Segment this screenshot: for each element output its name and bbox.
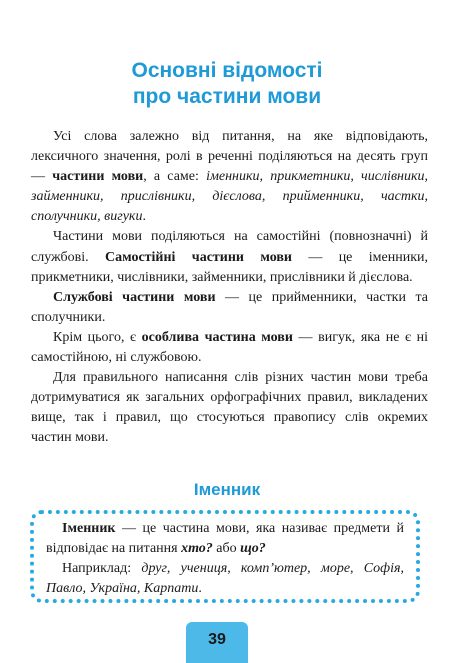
body-text: [31, 127, 428, 449]
text-run: іменники, прикметники, числівники, займенники, прислівники, дієслова, прийменники, частки, сполучники, вигуки: [31, 169, 429, 225]
paragraph-interjection: [31, 328, 428, 368]
text-run: що?: [240, 541, 266, 556]
text-run: .: [198, 581, 202, 596]
text-run: друг, учениця, комп’ютер, море, Софія, Павло, Україна, Карпати: [46, 561, 405, 596]
page-number: 39: [208, 631, 226, 648]
chapter-title-line-2: про частини мови: [132, 85, 322, 108]
text-run: — це іменники, прикметники, числівники, займенники, прислівники й дієслова.: [31, 249, 428, 285]
text-run: Крім цього, є: [53, 329, 142, 345]
noun-examples: [46, 559, 404, 599]
text-run: Наприклад:: [62, 561, 142, 576]
section-title-noun: Іменник: [193, 480, 261, 499]
noun-definition: [46, 519, 404, 559]
text-run: хто?: [181, 541, 213, 556]
text-run: .: [142, 209, 146, 225]
text-run: — це частина мови, яка називає предмети й відповідає на питання: [46, 521, 404, 556]
chapter-title: [0, 58, 454, 110]
text-run: Службові частини мови: [53, 289, 216, 305]
page-number-tab: [186, 622, 248, 663]
paragraph-auxiliary-parts: [31, 288, 428, 328]
text-run: Для правильного написання слів різних частин мови треба дотримуватися як загальних орфографічних правил, викладених вище, так і правил, що стосуються правопису слів окремих частин мови.: [31, 370, 428, 446]
chapter-title-line-1: Основні відомості: [131, 59, 323, 82]
text-run: , а саме:: [143, 169, 207, 185]
text-run: або: [212, 541, 241, 556]
text-run: Іменник: [62, 521, 116, 536]
paragraph-parts-of-speech: [31, 127, 428, 227]
text-run: частини мови: [52, 169, 144, 185]
text-run: Самостійні частини мови: [104, 249, 292, 265]
noun-definition-box: [30, 510, 420, 603]
text-run: — вигук, яка не є ні самостійною, ні службовою.: [31, 329, 428, 366]
paragraph-spelling-rules: [31, 368, 428, 448]
text-run: — це прийменники, частки та сполучники.: [31, 289, 428, 325]
text-run: особлива частина мови: [141, 329, 293, 345]
text-run: Частини мови поділяються на самостійні (повнозначні) й службові.: [31, 229, 428, 265]
text-run: Усі слова залежно від питання, на яке відповідають, лексичного значення, ролі в реченні поділяються на десять груп —: [31, 129, 428, 185]
paragraph-independent-parts: [31, 227, 428, 287]
